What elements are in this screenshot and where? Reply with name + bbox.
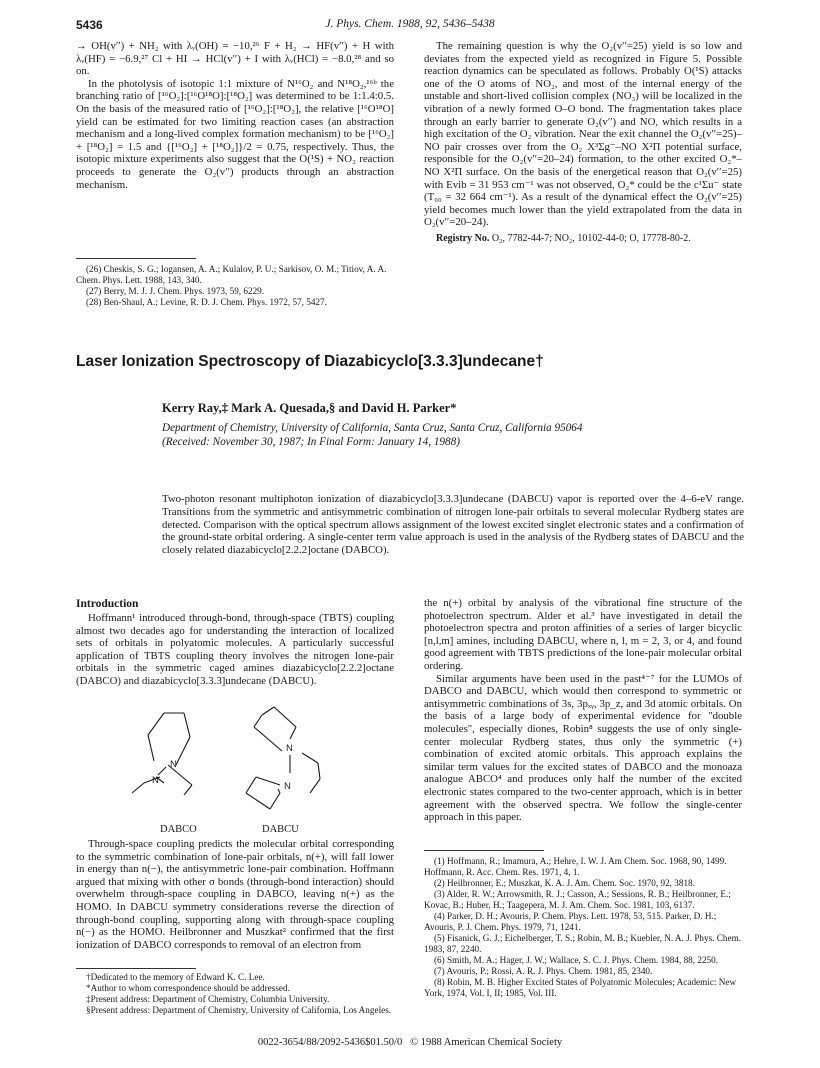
affiliation: Department of Chemistry, University of California, Santa Cruz, Santa Cruz, California 95064: [162, 422, 583, 434]
introduction-text-2: Through-space coupling predicts the molecular orbital corresponding to the symmetric combination of lone-pair orbitals, n(+), will fall lower in energy than n(−), the antisymmetric lone-pair combination. Hoffmann argued that mixing with other σ bonds (through-bond interaction) should overwhelm through-space coupling in DABCO, leaving n(+) as the HOMO. In DABCU symmetry considerations reverse the direction of through-bond coupling, supporting along with through-space coupling n(−) as the HOMO. Heilbronner and Muszkat² confirmed that the first ionization of DABCO corresponds to removal of an electron from: [76, 838, 394, 951]
title-footnote-rule: [76, 968, 196, 969]
right-text-2: Similar arguments have been used in the past⁴⁻⁷ for the LUMOs of DABCO and DABCU, which would then correspond to symmetric or antisymmetric combinations of 3s, 3pₓᵧ, 3p_z, and 3d atomic orbitals. On the basis of a large body of experimental evidence for "double molecules", especially diones, Robin⁸ suggests the use of only single-center molecular Rydberg states, thus only the symmetric (+) combination of excited atomic orbitals. This approach explains the similar term values for the excited states of DABCO and the monoaza analogue ABCO⁴ and produces only half the number of the excited electronic states compared to the two-center approach, which is in better agreement with the observed spectra. We follow the single-center approach in this paper.: [424, 672, 742, 824]
address-footnote-2: §Present address: Department of Chemistry, University of California, Los Angeles.: [86, 1005, 392, 1015]
reference-5: (5) Fisanick, G. J.; Eichelberger, T. S.; Robin, M. B.; Kuebler, N. A. J. Phys. Chem. 1983, 87, 2240.: [424, 933, 742, 954]
introduction-right-column: [424, 597, 742, 824]
reference-6: (6) Smith, M. A.; Hager, J. W.; Wallace, S. C. J. Phys. Chem. 1984, 88, 2250.: [434, 955, 719, 965]
article-title: Laser Ionization Spectroscopy of Diazabicyclo[3.3.3]undecane†: [76, 353, 544, 370]
article-authors: Kerry Ray,‡ Mark A. Quesada,§ and David H. Parker*: [162, 401, 457, 415]
abstract-text: Two-photon resonant multiphoton ionization of diazabicyclo[3.3.3]undecane (DABCU) vapor is reported over the 4–6-eV range. Transitions from the symmetric and antisymmetric combination of nitrogen lone-pair orbitals to several molecular Rydberg states are detected. Comparison with the optical spectrum allows assignment of the lowest excited singlet electronic states and a confirmation of the ground-state orbital ordering. A single-center term value approach is used in the analysis of the Rydberg states of DABCU and the closely related diazabicyclo[2.2.2]octane (DABCO).: [162, 493, 744, 557]
address-footnote-1: ‡Present address: Department of Chemistry, Columbia University.: [86, 994, 330, 1004]
reference-8: (8) Robin, M. B. Higher Excited States of Polyatomic Molecules; Academic: New York, 1974, Vol. I, II; 1985, Vol. III.: [424, 977, 737, 998]
registry-label: Registry No.: [436, 232, 490, 244]
reference-2: (2) Heilbronner, E.; Muszkat, K. A. J. Am. Chem. Soc. 1970, 92, 3818.: [434, 878, 695, 888]
received-dates: (Received: November 30, 1987; In Final Form: January 14, 1988): [162, 435, 460, 448]
dedication-footnote: †Dedicated to the memory of Edward K. C. Lee.: [86, 972, 265, 982]
introduction-para-1: [76, 612, 394, 688]
previous-article-right-column: [424, 40, 742, 244]
introduction-para-2: [76, 838, 394, 951]
affiliation-block: [162, 422, 762, 449]
dabco-label: DABCO: [160, 824, 197, 835]
footnote-rule: [76, 258, 196, 259]
introduction-heading: Introduction: [76, 598, 139, 610]
references: [424, 856, 742, 999]
dabcu-n-bottom: N: [284, 781, 291, 792]
dabcu-n-top: N: [286, 743, 293, 754]
running-header: J. Phys. Chem. 1988, 92, 5436–5438: [325, 18, 495, 30]
previous-article-left-column: [76, 40, 394, 191]
dabco-n-bottom: N: [152, 775, 159, 786]
reference-4: (4) Parker, D. H.; Avouris, P. Chem. Phys. Lett. 1978, 53, 515. Parker, D. H.; Avouris, P. J. Chem. Phys. 1979, 71, 1241.: [424, 911, 717, 932]
registry-text: O₂, 7782-44-7; NO₂, 10102-44-0; O, 17778-80-2.: [491, 232, 691, 244]
footnote-27: (27) Berry, M. J. J. Chem. Phys. 1973, 59, 6229.: [86, 286, 265, 296]
continuation-paragraph: → OH(v′′) + NH₂ with λᵥ(OH) = −10,²⁶ F + H₂ → HF(v′′) + H with λᵥ(HF) = −6.9,²⁷ Cl + HI → HCl(v′′) + I with λᵥ(HCl) = −8.0,²⁸ and so on.: [76, 40, 394, 78]
correspondence-footnote: *Author to whom correspondence should be addressed.: [86, 983, 290, 993]
dabco-n-top: N: [170, 759, 177, 770]
dabcu-label: DABCU: [262, 824, 299, 835]
reference-3: (3) Alder, R. W.; Arrowsmith, R. J.; Casson, A.; Sessions, R. B.; Heilbronner, E.; Kovac, B.; Huber, H.; Taagepera, M. J. Am. Chem. Soc. 1981, 103, 6137.: [424, 889, 731, 910]
registry-numbers: [424, 233, 742, 244]
abstract: [162, 493, 744, 557]
footnote-26: (26) Cheskis, S. G.; Iogansen, A. A.; Kulalov, P. U.; Sarkisov, O. M.; Titiov, A. A. Chem. Phys. Lett. 1988, 143, 340.: [76, 264, 387, 285]
copyright-footer: 0022-3654/88/2092-5436$01.50/0 © 1988 American Chemical Society: [257, 1037, 563, 1048]
reference-1: (1) Hoffmann, R.; Imamura, A.; Hehre, I. W. J. Am Chem. Soc. 1968, 90, 1499. Hoffmann, R. Acc. Chem. Res. 1971, 4, 1.: [424, 856, 727, 877]
reference-7: (7) Avouris, P.; Rossi, A. R. J. Phys. Chem. 1981, 85, 2340.: [434, 966, 653, 976]
page-number: 5436: [76, 18, 103, 32]
molecule-structures: [130, 705, 350, 817]
dabcu-structure: [246, 707, 320, 809]
isotopic-mixture-paragraph: In the photolysis of isotopic 1:1 mixture of N¹⁶O₂ and N¹⁸O₂,¹⁶ᵇ the branching ratio of [¹⁶O₂]:[¹⁶O¹⁸O]:[¹⁸O₂] was determined to be 1:1.4:0.5. On the basis of the measured ratio of [¹⁶O₂]:[¹⁸O₂], the relative [¹⁶O¹⁸O] yield can be estimated for two limiting reaction cases (an abstraction mechanism and a long-lived complex formation mechanism) to be [¹⁶O₂] + [¹⁸O₂] = 1.5 and {[¹⁶O₂] + [¹⁸O₂]}/2 = 0.75, respectively. Thus, the isotopic mixture experiments also suggest that the O(¹S) + NO₂ reaction proceeds to generate the O₂(v′′) products through an abstraction mechanism.: [76, 77, 394, 191]
dynamics-paragraph: The remaining question is why the O₂(v′′=25) yield is so low and deviates from the expected yield as recognized in Figure 5. Possible reaction dynamics can be speculated as follows. Probably O(¹S) attacks one of the O atoms of NO₂, and most of the internal energy of the unstable and short-lived collision complex (NO₃) will be localized in the vibration of a newly formed O–O bond. The fragmentation takes place through an early barrier to generate O₂(v′′) and NO, which results in a high excitation of the O₂ vibration. Near the exit channel the O₂(v′′=25)–NO pair crosses over from the O₂ X³Σg⁻–NO X²Π potential surface, responsible for the O₂(v′′=20–24) formation, to the other excited O₂*–NO X²Π surface. On the basis of the energetical reason that O₂(v′′=25) with Evib = 31 953 cm⁻¹ was not observed, O₂* could be the c¹Σu⁻ state (T₀₀ = 32 664 cm⁻¹). As a result of the dynamical effect the O₂(v′′=25) yield becomes much lower than the yield extrapolated from the data in O₂(v′′=20–24).: [424, 40, 742, 229]
references-rule: [424, 850, 544, 851]
footnote-28: (28) Ben-Shaul, A.; Levine, R. D. J. Chem. Phys. 1972, 57, 5427.: [86, 297, 327, 307]
previous-article-footnotes: [76, 264, 394, 308]
title-footnotes: [76, 972, 394, 1016]
dabco-structure: [132, 713, 192, 795]
introduction-text-1: Hoffmann¹ introduced through-bond, through-space (TBTS) coupling almost two decades ago for understanding the interaction of localized sets of orbitals in polyatomic molecules. A particularly successful application of TBTS coupling theory involves the nitrogen lone-pair orbitals in the symmetric caged amines diazabicyclo[2.2.2]octane (DABCO) and diazabicyclo[3.3.3]undecane (DABCU).: [76, 612, 394, 687]
right-text-1: the n(+) orbital by analysis of the vibrational fine structure of the photoelectron spectrum. Alder et al.³ have investigated in detail the photoelectron spectra and proton affinities of a series of larger bicyclic [n,l,m] amines, including DABCU, where n, l, m = 2, 3, or 4, and found good agreement with TBTS predictions of the lone-pair molecular orbital ordering.: [424, 597, 742, 672]
